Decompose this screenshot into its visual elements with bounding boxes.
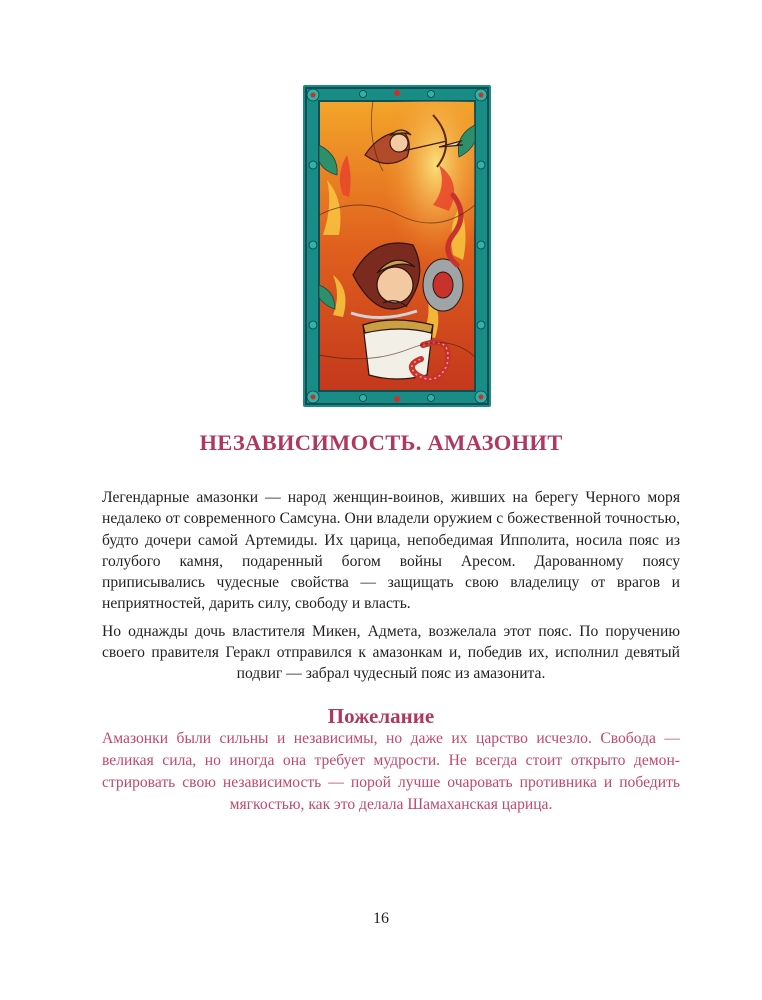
paragraph-2: Но однажды дочь властителя Микен, Адмета, возжелала этот пояс. По поручению своего правителя Геракл отправился к амазонкам и, победив их, исполнил девятый подвиг — забрал чудесный пояс из амазонита. (102, 622, 680, 683)
paragraph-1: Легендарные амазонки — народ женщин-воинов, живших на берегу Черного моря недалеко от современного Самсуна. Они владели оружием с божественной точностью, будто дочери самой Артемиды. Их царица, непобедимая Ипполита, носила пояс из голубого камня, подаренный богом войны Аресом. Дарованному поясу приписывались чудесные свойства — защищать свою владелицу от врагов и неприятностей, дарить силу, свободу и власть. (102, 489, 680, 613)
wish-text: Амазонки были сильны и независимы, но даже их царство исчезло. Свобода — великая сила, но иногда она требует мудрости. Не всегда стоит открыто демонстрировать свою независимость — порой лучше очаровать противника и победить мягкостью, как это делала Шамаханская царица. (102, 730, 680, 813)
body-text (102, 487, 680, 685)
amazon-warriors-tarot-illustration-icon (303, 85, 491, 407)
tarot-card-illustration (303, 85, 491, 407)
page-number: 16 (373, 910, 389, 927)
page-title: НЕЗАВИСИМОСТЬ. АМАЗОНИТ (199, 430, 563, 455)
wish-heading: Пожелание (327, 704, 435, 728)
